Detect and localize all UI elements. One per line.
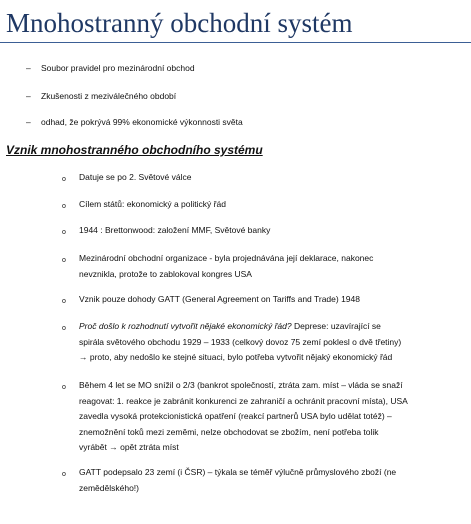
- list-item: [79, 319, 471, 366]
- item-line: Cílem států: ekonomický a politický řád: [79, 199, 226, 209]
- intro-item-text: odhad, že pokrývá 99% ekonomické výkonnosti světa: [41, 117, 243, 127]
- title-underline: [0, 42, 471, 43]
- bullet-marker: o: [62, 325, 66, 332]
- section-heading: Vznik mnohostranného obchodního systému: [6, 143, 263, 157]
- dash-marker: –: [26, 91, 31, 101]
- bullet-marker: o: [62, 384, 66, 391]
- dash-marker: –: [26, 117, 31, 127]
- item-line: nevznikla, protože to zablokoval kongres USA: [79, 268, 252, 279]
- item-line: vyrábět → opět ztráta míst: [79, 442, 179, 452]
- page-title: Mnohostranný obchodní systém: [6, 8, 353, 38]
- bullet-marker: o: [62, 229, 66, 236]
- item-line: → proto, aby nedošlo ke stejné situaci, bylo potřeba vytvořit nějaký ekonomický řád: [79, 352, 393, 362]
- item-line: Během 4 let se MO snížil o 2/3 (bankrot společností, ztráta zam. míst – vláda se snaží: [79, 380, 403, 390]
- list-item: [79, 378, 471, 456]
- item-line-rest: Deprese: uzavírající se: [291, 321, 381, 331]
- item-line: Mezinárodní obchodní organizace - byla projednávána její deklarace, nakonec: [79, 253, 374, 263]
- item-line: spirála světového obchodu 1929 – 1933 (celkový dovoz 75 zemí poklesl o dvě třetiny): [79, 336, 402, 347]
- bullet-marker: o: [62, 257, 66, 264]
- item-line: reagovat: 1. reakce je zabránit konkurenci ze zahraničí a ochránit pracovní místa), USA: [79, 395, 408, 406]
- item-line: Datuje se po 2. Světové válce: [79, 172, 192, 182]
- list-item: [79, 170, 471, 186]
- item-line: [79, 319, 471, 335]
- item-line: zemědělského!): [79, 482, 140, 493]
- item-line: zavedla vysoká protekcionistická opatření (reakcí partnerů USA bylo udělat totéž) –: [79, 411, 392, 421]
- item-line: Vznik pouze dohody GATT (General Agreement on Tariffs and Trade) 1948: [79, 294, 360, 304]
- item-italic-lead: Proč došlo k rozhodnutí vytvořit nějaké ekonomický řád?: [79, 321, 292, 331]
- intro-item-text: Soubor pravidel pro mezinárodní obchod: [41, 63, 195, 73]
- list-item: [79, 251, 471, 282]
- bullet-marker: o: [62, 298, 66, 305]
- list-item: [79, 197, 471, 213]
- item-line: GATT podepsalo 23 zemí (i ČSR) – týkala se téměř výlučně průmyslového zboží (ne: [79, 467, 397, 477]
- item-line: znemožnění toků mezi zeměmi, nelze obchodovat se zbožím, není potřeba tolik: [79, 426, 379, 437]
- list-item: [79, 465, 471, 496]
- list-item: [79, 223, 471, 239]
- bullet-marker: o: [62, 471, 66, 478]
- list-item: [79, 292, 471, 308]
- bullet-marker: o: [62, 203, 66, 210]
- dash-marker: –: [26, 63, 31, 73]
- item-line: 1944 : Brettonwood: založení MMF, Světové banky: [79, 225, 271, 235]
- intro-item-text: Zkušenosti z meziválečného období: [41, 91, 177, 101]
- bullet-marker: o: [62, 176, 66, 183]
